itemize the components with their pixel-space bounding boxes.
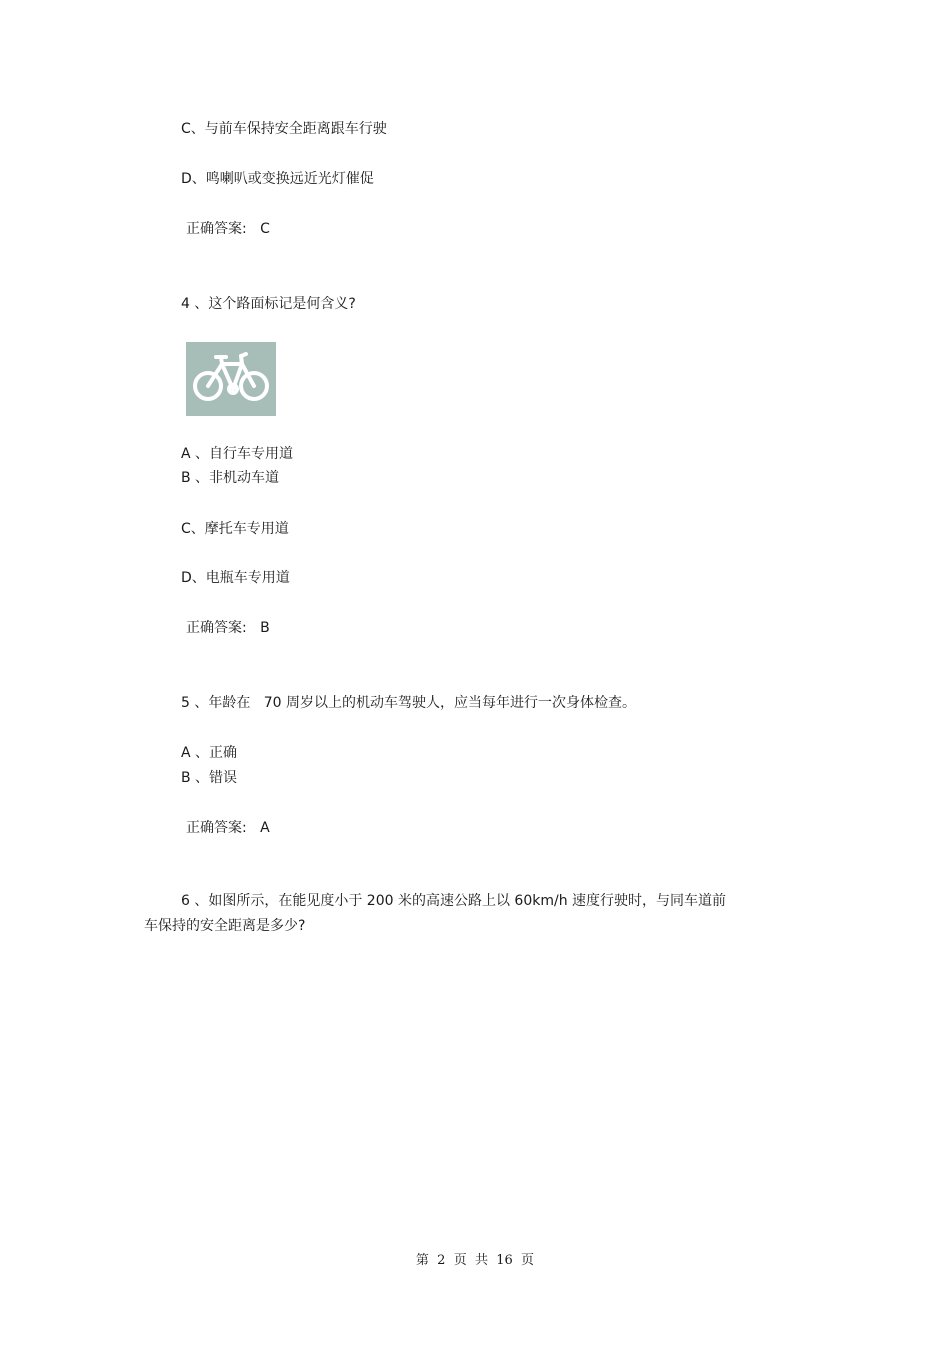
q4-question: 4 、这个路面标记是何含义? [181, 296, 356, 312]
q4-option-a: A 、自行车专用道 [181, 446, 294, 462]
bicycle-icon [186, 342, 276, 416]
q6-question-line-2: 车保持的安全距离是多少? [144, 918, 306, 934]
q4-option-b: B 、非机动车道 [181, 470, 280, 486]
bicycle-lane-marking-image [186, 342, 276, 416]
q4-option-c: C、摩托车专用道 [181, 521, 289, 537]
q5-option-b: B 、错误 [181, 770, 238, 786]
q5-question: 5 、年龄在 70 周岁以上的机动车驾驶人，应当每年进行一次身体检查。 [181, 695, 636, 711]
q3-answer: 正确答案: C [186, 221, 270, 237]
q4-answer: 正确答案: B [186, 620, 270, 636]
page-footer: 第 2 页 共 16 页 [415, 1253, 535, 1268]
q3-option-c: C、与前车保持安全距离跟车行驶 [181, 121, 387, 137]
q3-option-d: D、鸣喇叭或变换远近光灯催促 [181, 171, 374, 187]
q5-option-a: A 、正确 [181, 745, 238, 761]
q6-question-line-1: 6 、如图所示，在能见度小于 200 米的高速公路上以 60km/h 速度行驶时，与同车道前 [181, 893, 727, 909]
q4-option-d: D、电瓶车专用道 [181, 570, 290, 586]
q5-answer: 正确答案: A [186, 820, 270, 836]
